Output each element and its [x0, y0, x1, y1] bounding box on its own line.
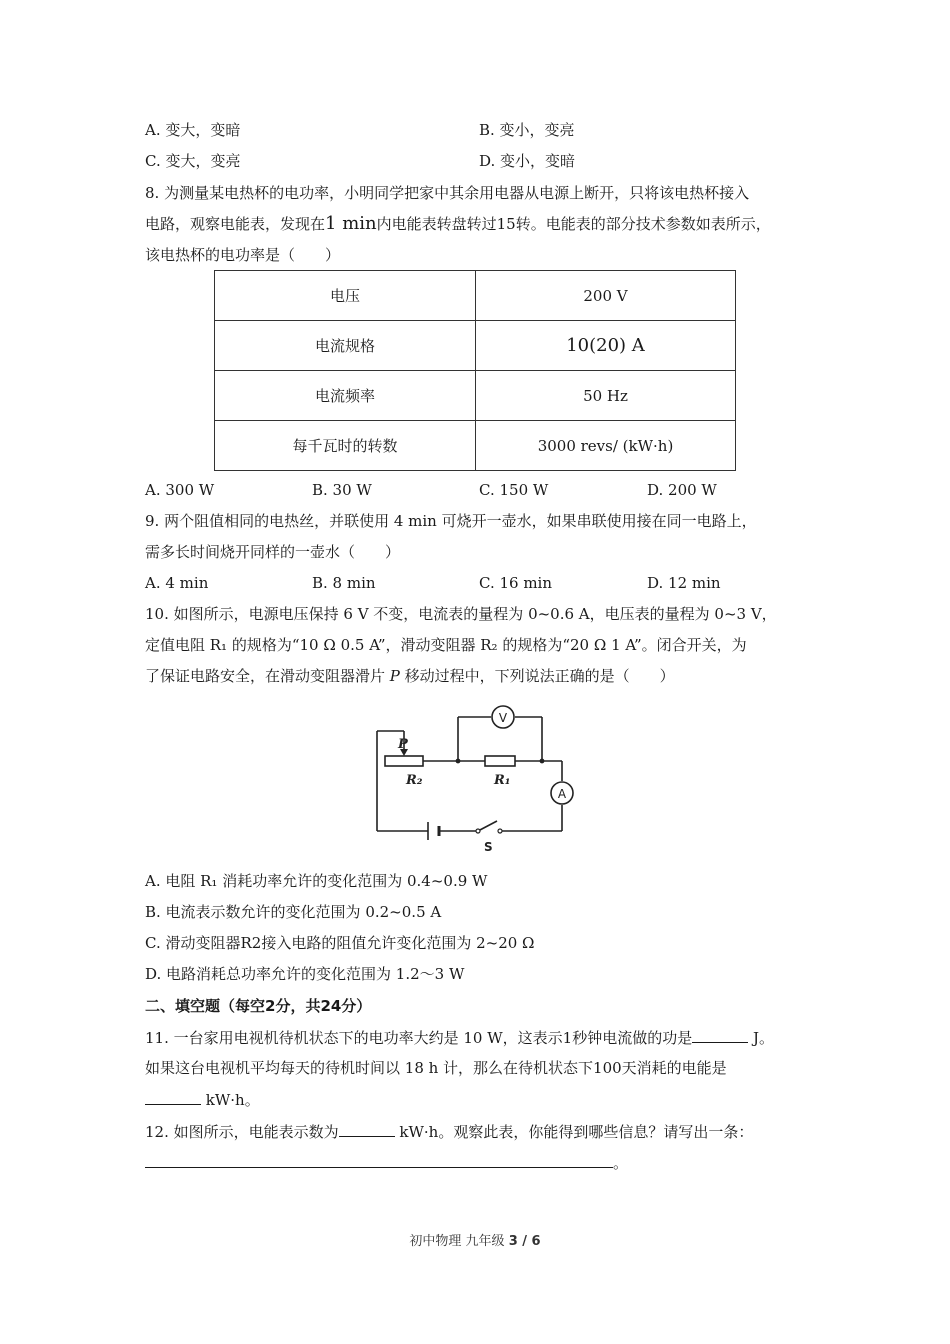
table-row	[215, 421, 736, 471]
q12-line2: 。	[145, 1152, 628, 1173]
junction-dot-icon	[540, 759, 545, 764]
q12-line1: 12. 如图所示，电能表示数为 kW·h。观察此表，你能得到哪些信息？请写出一条：	[145, 1123, 754, 1141]
q8-line1: 8. 为测量某电热杯的电功率，小明同学把家中其余用电器从电源上断开，只将该电热杯接入	[145, 184, 750, 202]
table-cell-label: 每千瓦时的转数	[215, 421, 476, 471]
q7-option-a: A. 变大，变暗	[145, 121, 241, 139]
junction-dot-icon	[456, 759, 461, 764]
q10-line1: 10. 如图所示，电源电压保持 6 V 不变，电流表的量程为 0~0.6 A，电压表的量程为 0~3 V，	[145, 605, 777, 623]
q11-line2: 如果这台电视机平均每天的待机时间以 18 h 计，那么在待机状态下100天消耗的电能是	[145, 1059, 727, 1077]
table-cell-value: 10(20) A	[476, 321, 736, 371]
meter-spec-table	[214, 270, 736, 471]
q8-option-c: C. 150 W	[479, 481, 549, 499]
section-title: 二、填空题（每空2分，共24分）	[145, 997, 372, 1015]
q8-option-b: B. 30 W	[312, 481, 372, 499]
slider-label: P	[398, 737, 408, 752]
table-cell-label: 电压	[215, 271, 476, 321]
table-cell-label: 电流规格	[215, 321, 476, 371]
page-number: 3 / 6	[508, 1234, 541, 1249]
answer-blank[interactable]	[692, 1027, 748, 1043]
table-cell-value: 200 V	[476, 271, 736, 321]
table-cell-value: 3000 revs/ (kW·h)	[476, 421, 736, 471]
table-row	[215, 271, 736, 321]
q8-line2: 电路，观察电能表，发现在1 min内电能表转盘转过15转。电能表的部分技术参数如表所示，	[145, 213, 771, 234]
q10-option-c: C. 滑动变阻器R2接入电路的阻值允许变化范围为 2~20 Ω	[145, 934, 535, 952]
q9-option-d: D. 12 min	[647, 574, 721, 592]
q9-option-c: C. 16 min	[479, 574, 553, 592]
answer-blank[interactable]	[145, 1089, 201, 1105]
switch-contact-icon	[476, 829, 480, 833]
r1-label: R₁	[494, 773, 511, 788]
q10-option-d: D. 电路消耗总功率允许的变化范围为 1.2～3 W	[145, 965, 465, 983]
circuit-diagram	[360, 700, 600, 860]
q9-line1: 9. 两个阻值相同的电热丝，并联使用 4 min 可烧开一壶水，如果串联使用接在同一电路上，	[145, 512, 757, 530]
q10-option-b: B. 电流表示数允许的变化范围为 0.2~0.5 A	[145, 903, 442, 921]
q7-option-d: D. 变小，变暗	[479, 152, 576, 170]
q7-option-b: B. 变小，变亮	[479, 121, 575, 139]
q10-line3: 了保证电路安全，在滑动变阻器滑片 P 移动过程中，下列说法正确的是（ ）	[145, 667, 675, 685]
q10-option-a: A. 电阻 R₁ 消耗功率允许的变化范围为 0.4~0.9 W	[145, 872, 488, 890]
table-row	[215, 371, 736, 421]
q9-option-b: B. 8 min	[312, 574, 376, 592]
switch-contact-icon	[498, 829, 502, 833]
answer-blank-long[interactable]	[145, 1152, 613, 1168]
q10-line2: 定值电阻 R₁ 的规格为“10 Ω 0.5 A”，滑动变阻器 R₂ 的规格为“20 Ω 1 A”。闭合开关，为	[145, 636, 747, 654]
q9-line2: 需多长时间烧开同样的一壶水（ ）	[145, 543, 401, 561]
answer-blank[interactable]	[339, 1121, 395, 1137]
q11-line3: kW·h。	[145, 1089, 260, 1110]
q7-option-c: C. 变大，变亮	[145, 152, 241, 170]
r2-label: R₂	[406, 773, 423, 788]
table-row	[215, 321, 736, 371]
table-cell-label: 电流频率	[215, 371, 476, 421]
ammeter-label: A	[557, 787, 567, 801]
table-cell-value: 50 Hz	[476, 371, 736, 421]
q8-option-d: D. 200 W	[647, 481, 717, 499]
q9-option-a: A. 4 min	[145, 574, 209, 592]
q8-line3: 该电热杯的电功率是（ ）	[145, 246, 341, 264]
page-footer: 初中物理 九年级 3 / 6	[409, 1234, 541, 1249]
q11-line1: 11. 一台家用电视机待机状态下的电功率大约是 10 W，这表示1秒钟电流做的功是 J。	[145, 1029, 775, 1047]
voltmeter-label: V	[498, 711, 508, 725]
switch-label: S	[484, 840, 493, 854]
q8-option-a: A. 300 W	[145, 481, 215, 499]
